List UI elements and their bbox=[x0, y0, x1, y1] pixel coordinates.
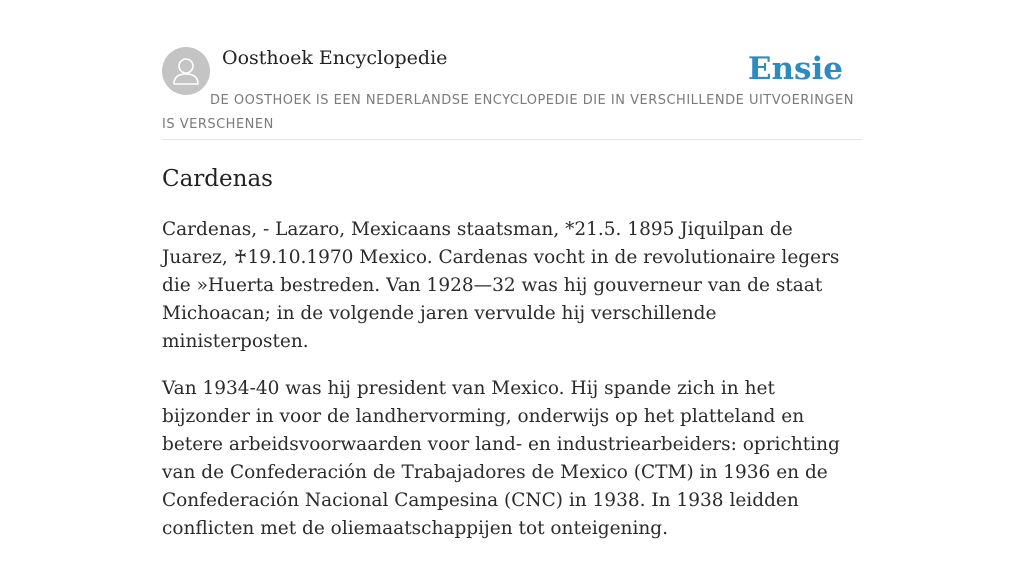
author-name[interactable]: Oosthoek Encyclopedie bbox=[222, 47, 448, 69]
brand-logo[interactable]: Ensie bbox=[747, 51, 843, 87]
user-icon bbox=[162, 47, 210, 95]
header-divider bbox=[162, 139, 862, 140]
article-title: Cardenas bbox=[162, 166, 273, 192]
article-paragraph: Cardenas, - Lazaro, Mexicaans staatsman, *21.5. 1895 Jiquilpan de Juarez, ♰19.10.1970 Mexico. Cardenas vocht in de revolutionaire legers die »Huerta bestreden. Van 1928—32 was hij gouverneur van de staat Michoacan; in de volgende jaren vervulde hij verschillende ministerposten. bbox=[162, 219, 840, 352]
article-body bbox=[162, 216, 862, 562]
author-avatar[interactable] bbox=[162, 47, 210, 95]
author-tagline: DE OOSTHOEK IS EEN NEDERLANDSE ENCYCLOPEDIE DIE IN VERSCHILLENDE UITVOERINGEN IS VERSCHENEN bbox=[162, 93, 854, 132]
article-paragraph: Van 1934-40 was hij president van Mexico. Hij spande zich in het bijzonder in voor de landhervorming, onderwijs op het platteland en betere arbeidsvoorwaarden voor land- en industriearbeiders: oprichting van de Confederación de Trabajadores de Mexico (CTM) in 1936 en de Confederación Nacional Campesina (CNC) in 1938. In 1938 leidden conflicten met de oliemaatschappijen tot onteigening. bbox=[162, 378, 840, 539]
